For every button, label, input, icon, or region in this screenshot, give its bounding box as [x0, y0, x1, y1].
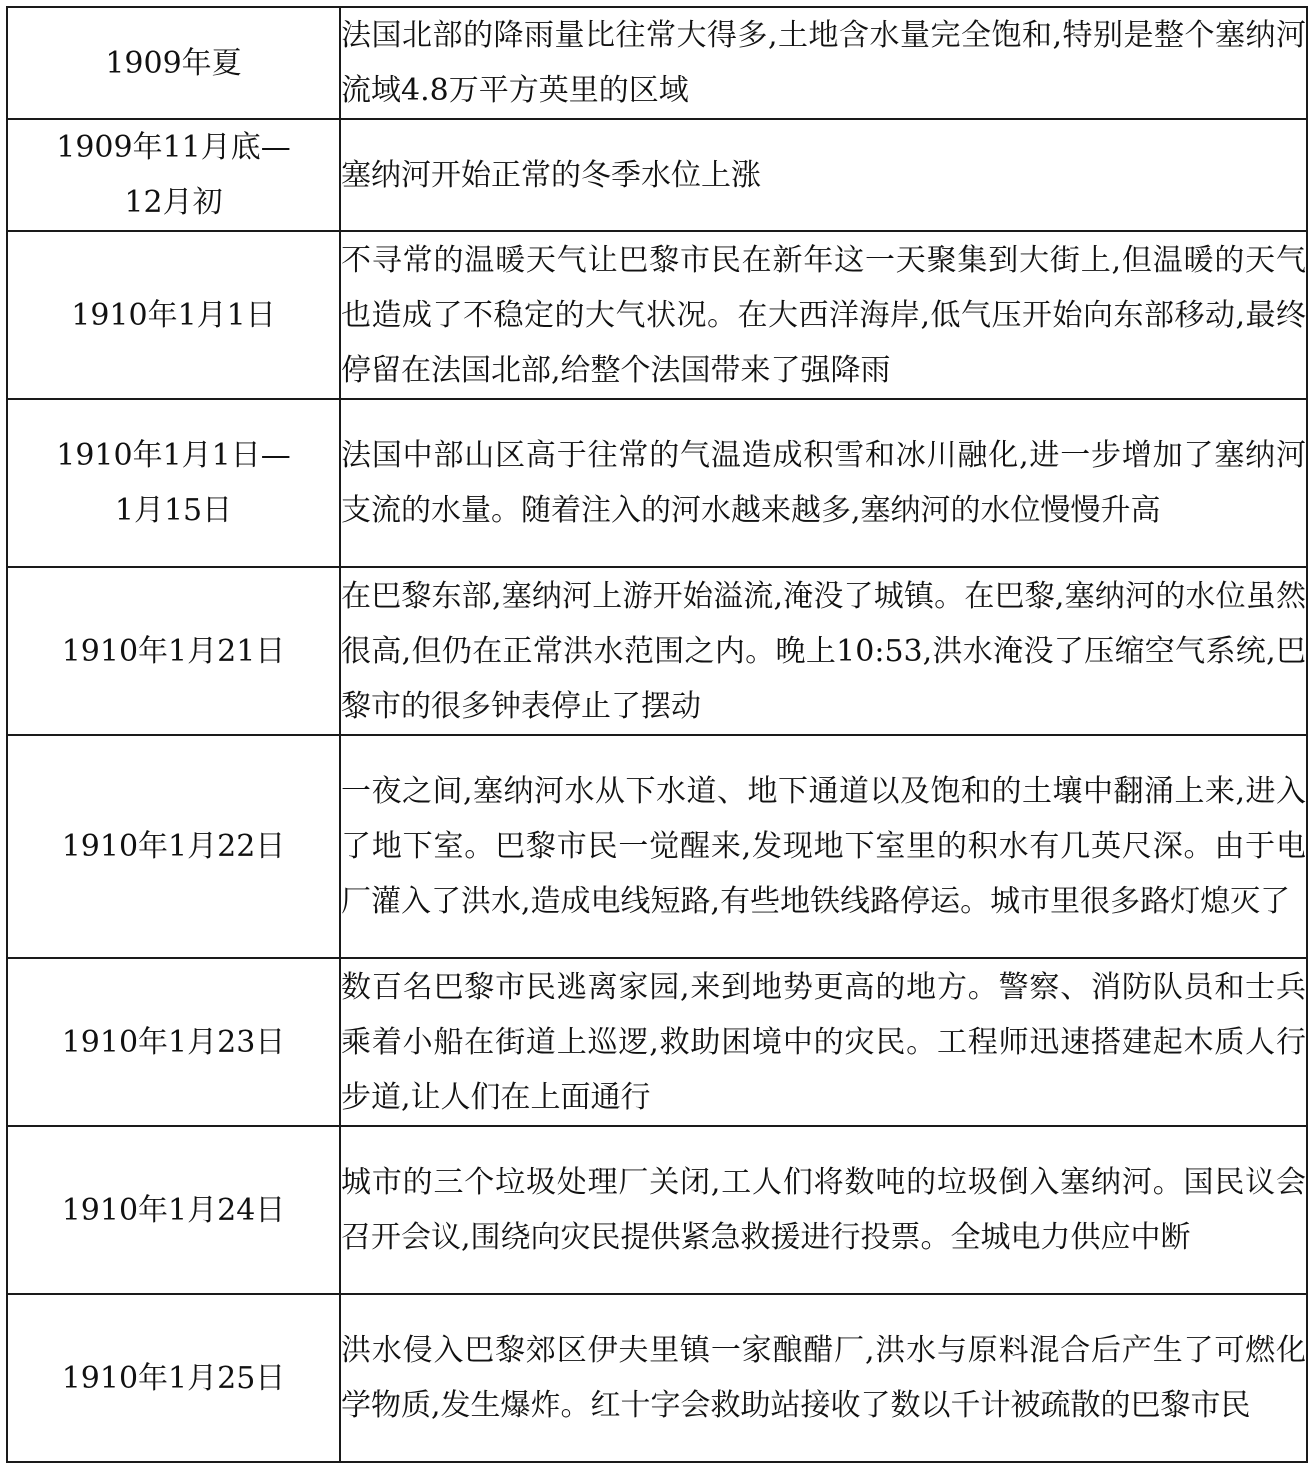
date-line: 1910年1月24日	[61, 1192, 286, 1228]
event-cell: 不寻常的温暖天气让巴黎市民在新年这一天聚集到大街上,但温暖的天气也造成了不稳定的大气状况。在大西洋海岸,低气压开始向东部移动,最终停留在法国北部,给整个法国带来了强降雨	[340, 231, 1307, 399]
date-line: 1909年夏	[105, 45, 242, 81]
event-cell: 一夜之间,塞纳河水从下水道、地下通道以及饱和的土壤中翻涌上来,进入了地下室。巴黎市民一觉醒来,发现地下室里的积水有几英尺深。由于电厂灌入了洪水,造成电线短路,有些地铁线路停运。城市里很多路灯熄灭了	[340, 735, 1307, 958]
date-line: 1909年11月底—	[56, 130, 291, 165]
event-cell: 塞纳河开始正常的冬季水位上涨	[340, 119, 1307, 231]
event-cell: 在巴黎东部,塞纳河上游开始溢流,淹没了城镇。在巴黎,塞纳河的水位虽然很高,但仍在正常洪水范围之内。晚上10:53,洪水淹没了压缩空气系统,巴黎市的很多钟表停止了摆动	[340, 567, 1307, 735]
event-cell: 城市的三个垃圾处理厂关闭,工人们将数吨的垃圾倒入塞纳河。国民议会召开会议,围绕向灾民提供紧急救援进行投票。全城电力供应中断	[340, 1126, 1307, 1294]
date-cell	[7, 231, 340, 399]
date-cell	[7, 735, 340, 958]
date-line: 1910年1月1日—	[56, 438, 291, 473]
table-row	[7, 1126, 1307, 1294]
table-row	[7, 958, 1307, 1126]
date-cell	[7, 958, 340, 1126]
event-cell: 法国中部山区高于往常的气温造成积雪和冰川融化,进一步增加了塞纳河支流的水量。随着注入的河水越来越多,塞纳河的水位慢慢升高	[340, 399, 1307, 567]
table-row	[7, 119, 1307, 231]
date-cell	[7, 119, 340, 231]
date-cell	[7, 7, 340, 119]
event-cell: 洪水侵入巴黎郊区伊夫里镇一家酿醋厂,洪水与原料混合后产生了可燃化学物质,发生爆炸。红十字会救助站接收了数以千计被疏散的巴黎市民	[340, 1294, 1307, 1462]
event-cell: 法国北部的降雨量比往常大得多,土地含水量完全饱和,特别是整个塞纳河流域4.8万平方英里的区域	[340, 7, 1307, 119]
date-cell	[7, 399, 340, 567]
flood-timeline-table	[6, 6, 1308, 1463]
table-row	[7, 231, 1307, 399]
table-row	[7, 735, 1307, 958]
date-cell	[7, 1126, 340, 1294]
table-row	[7, 1294, 1307, 1462]
date-line: 1月15日	[114, 493, 233, 528]
date-line: 1910年1月25日	[61, 1360, 286, 1396]
date-line: 1910年1月21日	[61, 633, 286, 669]
date-line: 1910年1月1日	[71, 297, 276, 333]
date-line: 1910年1月23日	[61, 1024, 286, 1060]
date-line: 1910年1月22日	[61, 829, 286, 864]
date-cell	[7, 567, 340, 735]
table-row	[7, 399, 1307, 567]
table-row	[7, 567, 1307, 735]
timeline-body	[7, 7, 1307, 1462]
event-cell: 数百名巴黎市民逃离家园,来到地势更高的地方。警察、消防队员和士兵乘着小船在街道上巡逻,救助困境中的灾民。工程师迅速搭建起木质人行步道,让人们在上面通行	[340, 958, 1307, 1126]
date-cell	[7, 1294, 340, 1462]
date-line: 12月初	[124, 185, 223, 220]
table-row	[7, 7, 1307, 119]
